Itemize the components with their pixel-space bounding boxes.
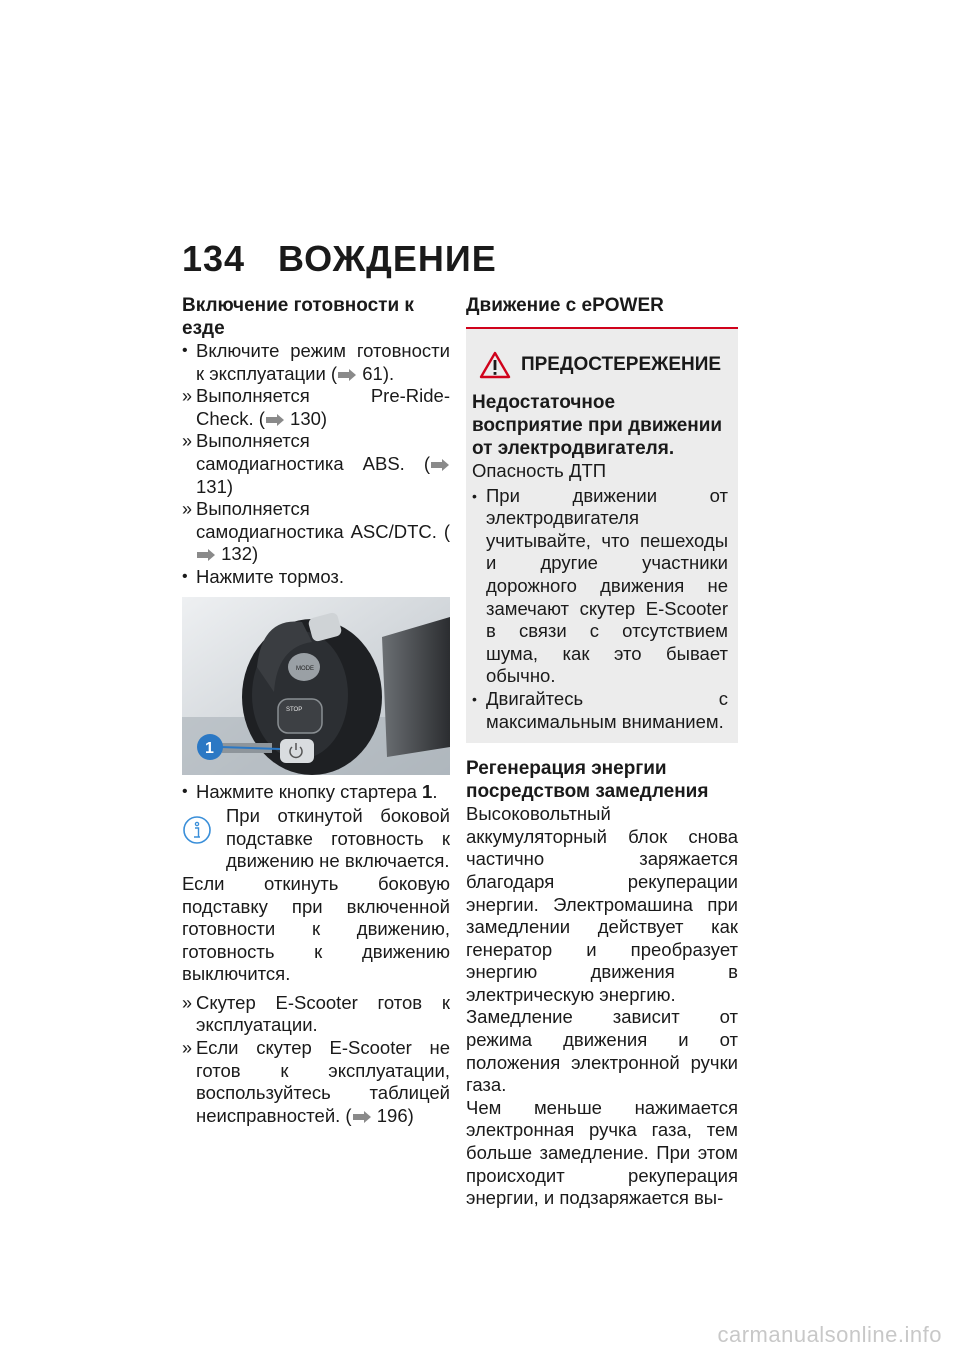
body-paragraph: Замедление зависит от режима движения и от положения электронной ручки газа.	[466, 1006, 738, 1096]
chapter-title: ВОЖДЕНИЕ	[278, 238, 497, 279]
list-item: • Включите режим готовности к эксплуатации ( 61).	[182, 340, 450, 384]
section-heading-ready: Включение готовности к езде	[182, 295, 414, 339]
page-reference: 61	[362, 362, 383, 384]
right-column	[466, 294, 738, 1210]
list-item: » Если скутер E-Scooter не готов к эксплуатации, воспользуйтесь таблицей неисправностей. ( 196)	[182, 1037, 450, 1126]
page-reference-arrow-icon	[337, 369, 357, 381]
list-item: » Выполняется самодиагностика ASC/DTC. ( 132)	[182, 498, 450, 565]
result-marker: »	[182, 992, 193, 1013]
note-text: При откинутой боковой подставке готовность к движению не включается.	[226, 805, 450, 872]
list-item: » Скутер E-Scooter готов к эксплуатации.	[182, 991, 450, 1036]
page-header	[182, 238, 497, 280]
stop-label: STOP	[286, 706, 303, 713]
page-reference-arrow-icon	[265, 414, 285, 426]
list-item: • Нажмите тормоз.	[182, 565, 345, 587]
watermark: carmanualsonline.info	[717, 1322, 942, 1347]
info-note	[182, 805, 450, 873]
list-item: » Выполняется Pre-Ride-Check. ( 130)	[182, 385, 450, 429]
list-item: » Выполняется самодиагностика ABS. ( 131)	[182, 430, 450, 498]
result-marker: »	[182, 1038, 193, 1059]
page-reference: 130	[290, 407, 321, 429]
note-paragraph: Если откинуть боковую подставку при включенной готовности к движению, готовность к движению выключится.	[182, 872, 450, 985]
page-reference: 196	[376, 1104, 408, 1126]
step-press-starter: • Нажмите кнопку стартера 1.	[182, 780, 438, 802]
warning-item: • Двигайтесь с максимальным вниманием.	[472, 687, 728, 732]
page-reference: 132	[221, 543, 253, 565]
warning-title: Недостаточное восприятие при движении от электродвигателя.	[472, 392, 723, 459]
page-reference-arrow-icon	[196, 549, 216, 561]
bullet-marker: •	[182, 567, 188, 585]
info-icon	[182, 815, 212, 845]
section-heading-regeneration: Регенерация энергии посредством замедления	[466, 758, 709, 803]
body-paragraph: Чем меньше нажимается электронная ручка газа, тем больше замедление. При этом происходит рекуперация энергии, и подзаряжается вы-	[466, 1096, 738, 1209]
result-list	[182, 992, 450, 1128]
page-reference-arrow-icon	[352, 1111, 372, 1123]
step-list	[182, 340, 450, 589]
body-paragraph: Высоковольтный аккумуляторный блок снова частично заряжается благодаря рекуперации энергии. Электромашина при замедлении действует как генератор и преобразует энергию движения в электрическую энергию.	[466, 803, 738, 1005]
bullet-marker: •	[182, 342, 188, 359]
result-marker: »	[182, 386, 193, 407]
page-reference-arrow-icon	[430, 459, 450, 471]
page-reference: 131	[196, 475, 227, 497]
warning-item: • При движении от электродвигателя учитывайте, что пешеходы и другие участники дорожного движения не замечают скутер E-Scooter в связи с отсутствием шума, как это бывает обычно.	[472, 484, 728, 687]
mode-label: MODE	[296, 665, 314, 672]
warning-box	[466, 327, 738, 743]
section-heading-epower: Движение с ePOWER	[466, 295, 664, 316]
page-number: 134	[182, 238, 246, 279]
bullet-marker: •	[182, 782, 188, 800]
warning-label: ПРЕДОСТЕРЕЖЕНИЕ	[472, 351, 728, 379]
left-column	[182, 294, 450, 1127]
warning-triangle-icon	[479, 351, 511, 379]
callout-1: 1	[205, 739, 214, 757]
warning-subtitle: Опасность ДТП	[472, 460, 607, 481]
result-marker: »	[182, 431, 193, 452]
handlebar-switch-photo	[182, 597, 450, 775]
result-marker: »	[182, 499, 193, 520]
